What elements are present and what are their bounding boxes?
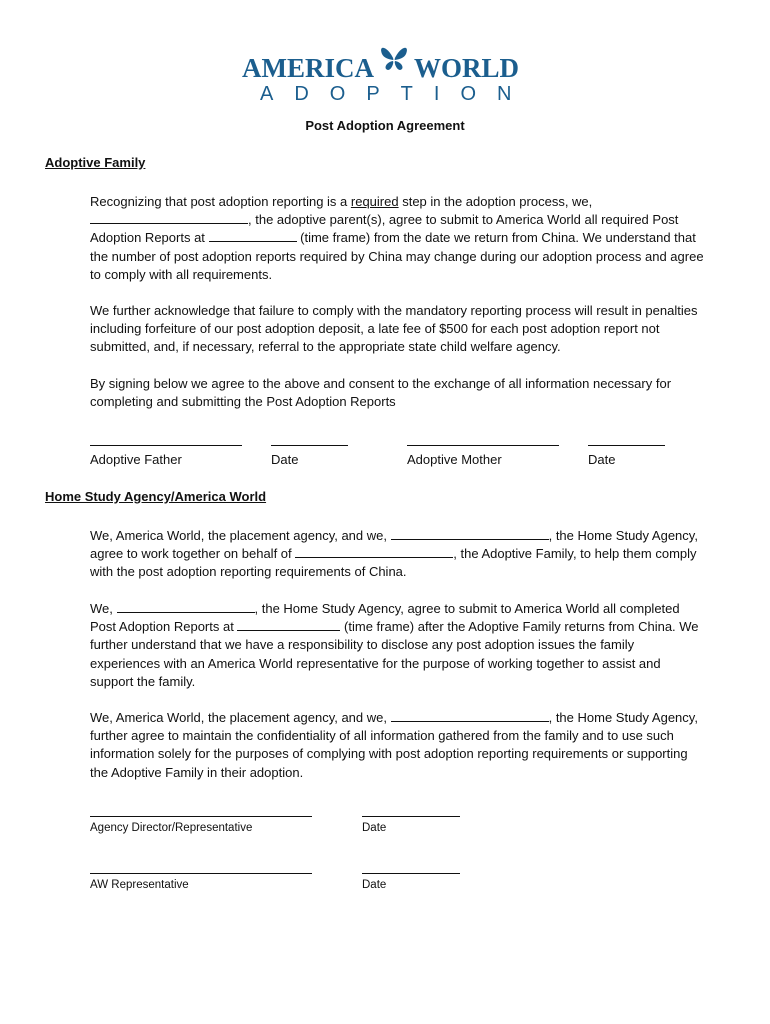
home-study-paragraph-3: [90, 709, 706, 782]
text-segment: (time frame) after the Adoptive Family returns from China. We further understand that we have a responsibility to disclose any post adoption issues the family experiences with an America World representative for the purpose of working together to assist and support the family.: [90, 619, 699, 689]
adoptive-family-paragraph-2: We further acknowledge that failure to comply with the mandatory reporting process will result in penalties including forfeiture of our post adoption deposit, a late fee of $500 for each post adoption report not submitted, and, if necessary, referral to the appropriate state child welfare agency.: [90, 303, 698, 355]
date-signature-line[interactable]: [588, 445, 665, 446]
america-world-logo: [242, 44, 532, 106]
text-segment: step in the adoption process, we,: [398, 194, 593, 209]
butterfly-icon: [374, 42, 414, 76]
text-segment: We, America World, the placement agency, and we,: [90, 528, 391, 543]
section-heading-adoptive-family: Adoptive Family: [45, 155, 146, 170]
date-label: Date: [271, 452, 299, 467]
logo-wordmark: [242, 54, 532, 82]
date-label: Date: [362, 879, 387, 891]
date-label: Date: [362, 822, 387, 834]
home-study-paragraph-2: [90, 600, 706, 691]
agency-director-label: Agency Director/Representative: [90, 822, 253, 834]
adoptive-parents-name-field[interactable]: [90, 211, 248, 224]
adoptive-family-name-field[interactable]: [295, 545, 453, 558]
page-title: Post Adoption Agreement: [305, 118, 465, 133]
required-text: required: [350, 194, 399, 209]
text-segment: Recognizing that post adoption reporting is a: [90, 194, 351, 209]
text-segment: , the Home Study Agency, further agree to maintain the confidentiality of all information gathered from the family and to use such information solely for the purposes of complying with post adoption reporting requirements or supporting the Adoptive Family in their adoption.: [90, 710, 698, 780]
adoptive-mother-label: Adoptive Mother: [407, 452, 502, 467]
date-signature-line[interactable]: [271, 445, 348, 446]
home-study-agency-name-field[interactable]: [117, 600, 255, 613]
adoptive-father-signature-line[interactable]: [90, 445, 242, 446]
report-time-frame-field[interactable]: [237, 618, 340, 631]
section-heading-home-study-agency: Home Study Agency/America World: [45, 489, 267, 504]
text-segment: , the Adoptive Family, to help them comply with the post adoption reporting requirements of China.: [90, 546, 697, 580]
agency-director-signature-line[interactable]: [90, 816, 312, 817]
date-signature-line[interactable]: [362, 873, 460, 874]
adoptive-mother-signature-line[interactable]: [407, 445, 559, 446]
home-study-agency-name-field[interactable]: [391, 709, 549, 722]
date-signature-line[interactable]: [362, 816, 460, 817]
home-study-agency-name-field[interactable]: [391, 527, 549, 540]
text-segment: , the adoptive parent(s), agree to submit to America World all required Post Adoption Reports at: [90, 212, 679, 246]
aw-representative-label: AW Representative: [90, 879, 189, 891]
text-segment: (time frame) from the date we return from China. We understand that the number of post adoption reports required by China may change during our adoption process and agree to comply with all requirements.: [90, 230, 704, 282]
text-segment: We,: [90, 601, 117, 616]
aw-representative-signature-line[interactable]: [90, 873, 312, 874]
home-study-paragraph-1: [90, 527, 706, 582]
logo-word-adoption: ADOPTION: [260, 83, 533, 105]
adoptive-father-label: Adoptive Father: [90, 452, 182, 467]
adoptive-family-paragraph-1: [90, 193, 706, 284]
report-time-frame-field[interactable]: [209, 229, 297, 242]
text-segment: , the Home Study Agency, agree to work together on behalf of: [90, 528, 698, 562]
logo-word-world: WORLD: [414, 53, 520, 83]
adoptive-family-paragraph-3: By signing below we agree to the above and consent to the exchange of all information necessary for completing and submitting the Post Adoption Reports: [90, 376, 672, 410]
text-segment: We, America World, the placement agency, and we,: [90, 710, 391, 725]
text-segment: , the Home Study Agency, agree to submit to America World all completed Post Adoption Reports at: [90, 601, 680, 635]
date-label: Date: [588, 452, 616, 467]
logo-word-america: AMERICA: [242, 53, 374, 83]
